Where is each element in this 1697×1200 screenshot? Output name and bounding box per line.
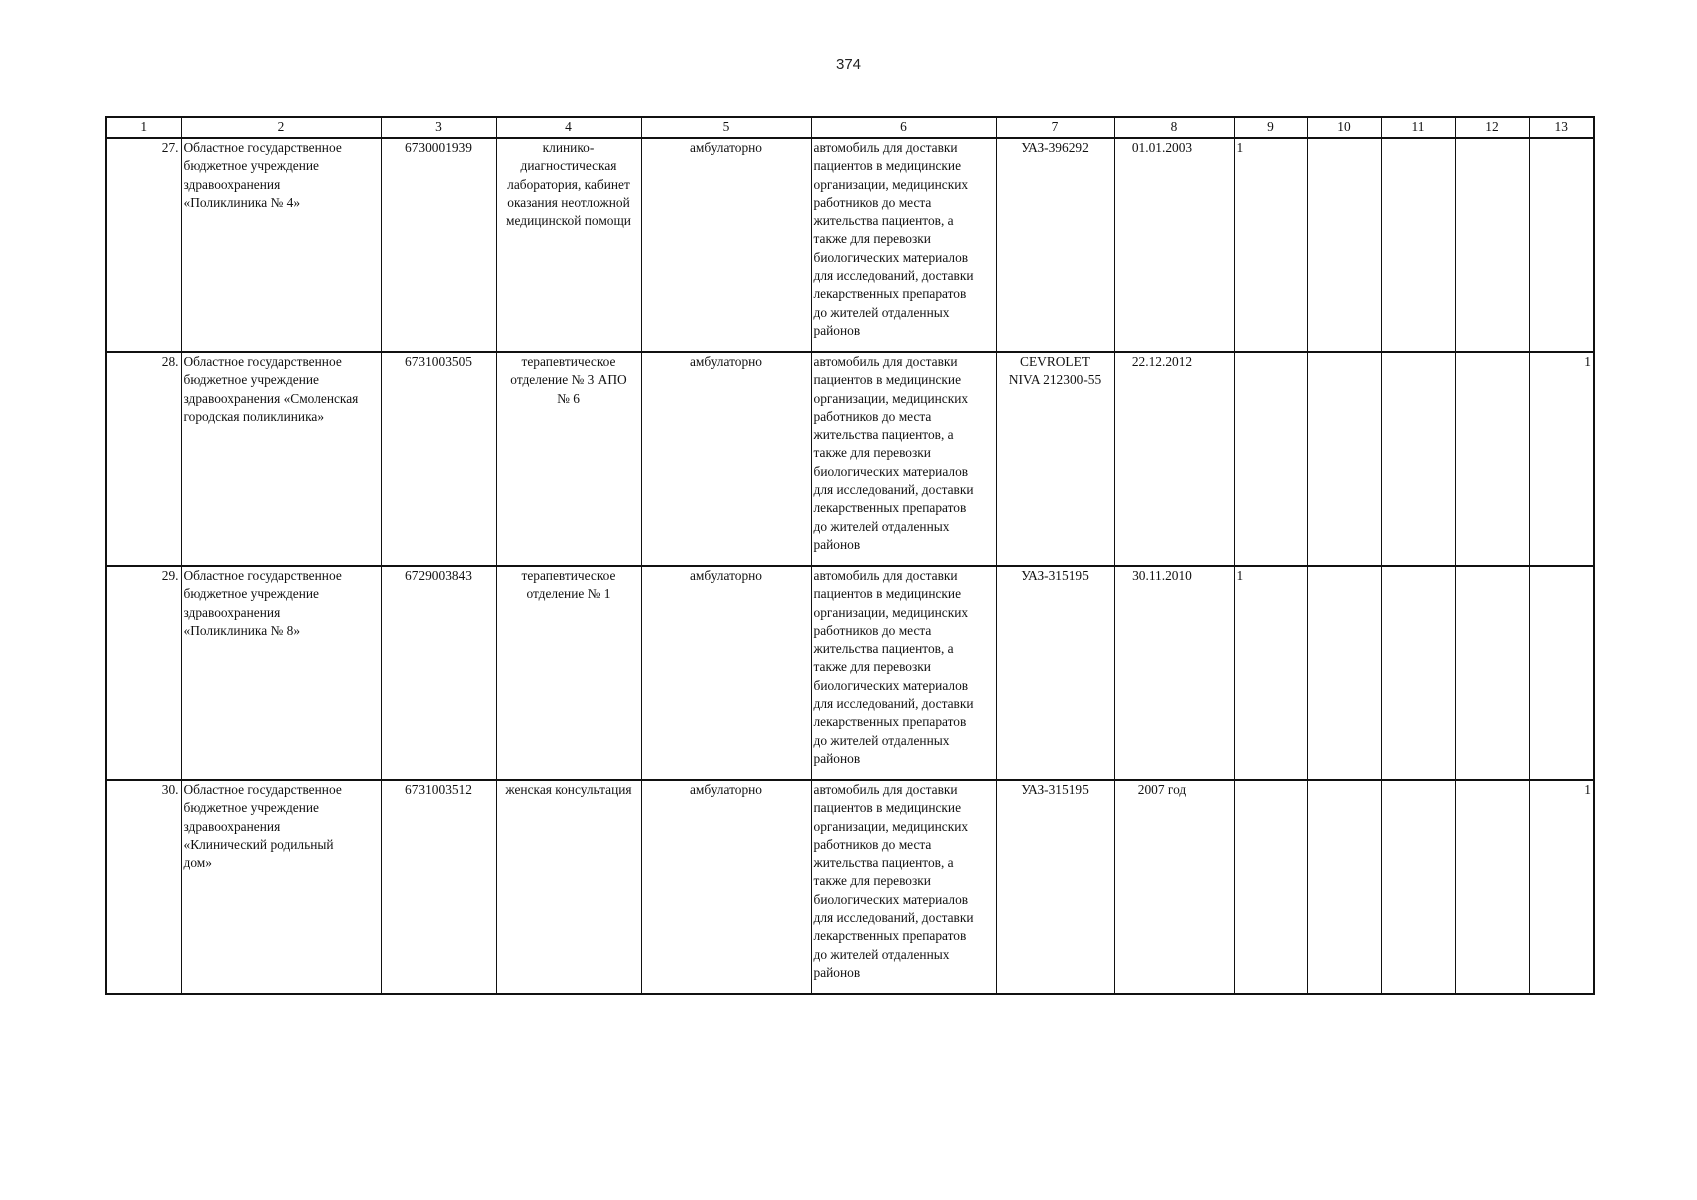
mode-cell xyxy=(641,138,811,352)
row-number-text: 27. xyxy=(161,140,179,155)
vehicle-date: 30.11.2010 xyxy=(1132,568,1192,583)
inn-cell xyxy=(381,566,496,780)
table-header-row xyxy=(106,117,1594,138)
column-header: 9 xyxy=(1234,117,1307,138)
inn-value: 6731003512 xyxy=(405,782,472,797)
vehicle-date: 01.01.2003 xyxy=(1131,140,1193,155)
organization-name: Областное государственное бюджетное учреждение здравоохранения «Смоленская городская поликлиника» xyxy=(183,354,359,424)
care-mode: амбулаторно xyxy=(689,140,763,155)
row-number xyxy=(106,138,181,352)
col9-cell xyxy=(1234,138,1307,352)
inn-value: 6729003843 xyxy=(405,568,472,583)
table-row xyxy=(106,352,1594,566)
date-cell xyxy=(1114,780,1234,994)
model-cell xyxy=(996,138,1114,352)
date-cell xyxy=(1114,138,1234,352)
col12-cell xyxy=(1455,352,1529,566)
purpose-cell xyxy=(811,352,996,566)
vehicle-model: CEVROLET NIVA 212300-55 xyxy=(1008,354,1102,388)
vehicle-model: УАЗ-315195 xyxy=(1021,568,1089,583)
row-number-text: 28. xyxy=(161,354,179,369)
col9-cell xyxy=(1234,780,1307,994)
unit-cell xyxy=(496,780,641,994)
date-cell xyxy=(1114,352,1234,566)
col12-cell xyxy=(1455,138,1529,352)
col13-value: 1 xyxy=(1584,782,1591,797)
col11-cell xyxy=(1381,138,1455,352)
col11-cell xyxy=(1381,352,1455,566)
col10-cell xyxy=(1307,352,1381,566)
row-number-text: 29. xyxy=(161,568,179,583)
unit-name: терапевтическое отделение № 1 xyxy=(521,568,616,602)
col10-cell xyxy=(1307,566,1381,780)
column-header: 4 xyxy=(496,117,641,138)
organization-name: Областное государственное бюджетное учреждение здравоохранения «Клинический родильный дом» xyxy=(183,782,342,871)
table-row xyxy=(106,780,1594,994)
organization-cell xyxy=(181,566,381,780)
vehicle-model: УАЗ-396292 xyxy=(1021,140,1089,155)
vehicle-date: 2007 год xyxy=(1137,782,1187,797)
column-header: 1 xyxy=(106,117,181,138)
organization-cell xyxy=(181,352,381,566)
column-header: 8 xyxy=(1114,117,1234,138)
col13-cell xyxy=(1529,780,1594,994)
purpose-cell xyxy=(811,138,996,352)
inn-cell xyxy=(381,352,496,566)
col11-cell xyxy=(1381,780,1455,994)
col12-cell xyxy=(1455,566,1529,780)
col13-cell xyxy=(1529,352,1594,566)
col11-cell xyxy=(1381,566,1455,780)
organization-name: Областное государственное бюджетное учреждение здравоохранения «Поликлиника № 8» xyxy=(183,568,342,638)
vehicle-purpose: автомобиль для доставки пациентов в медицинские организации, медицинских работников до места жительства пациентов, а также для перевозки биологических материалов для исследований, доставки лекарственных препаратов до жителей отдаленных районов xyxy=(813,140,974,338)
column-header: 11 xyxy=(1381,117,1455,138)
vehicle-purpose: автомобиль для доставки пациентов в медицинские организации, медицинских работников до места жительства пациентов, а также для перевозки биологических материалов для исследований, доставки лекарственных препаратов до жителей отдаленных районов xyxy=(813,782,974,980)
vehicle-table xyxy=(105,116,1595,995)
inn-cell xyxy=(381,138,496,352)
row-number-text: 30. xyxy=(161,782,179,797)
unit-name: женская консультация xyxy=(505,782,632,797)
row-number xyxy=(106,352,181,566)
col9-value: 1 xyxy=(1236,568,1244,583)
col12-cell xyxy=(1455,780,1529,994)
inn-value: 6730001939 xyxy=(405,140,472,155)
date-cell xyxy=(1114,566,1234,780)
unit-cell xyxy=(496,566,641,780)
purpose-cell xyxy=(811,780,996,994)
model-cell xyxy=(996,566,1114,780)
page-number: 374 xyxy=(835,56,862,73)
column-header: 6 xyxy=(811,117,996,138)
row-number xyxy=(106,780,181,994)
unit-cell xyxy=(496,352,641,566)
column-header: 2 xyxy=(181,117,381,138)
col9-cell xyxy=(1234,352,1307,566)
col13-value: 1 xyxy=(1584,354,1591,369)
table-row xyxy=(106,566,1594,780)
column-header: 7 xyxy=(996,117,1114,138)
column-header: 5 xyxy=(641,117,811,138)
col9-cell xyxy=(1234,566,1307,780)
column-header: 10 xyxy=(1307,117,1381,138)
vehicle-purpose: автомобиль для доставки пациентов в медицинские организации, медицинских работников до места жительства пациентов, а также для перевозки биологических материалов для исследований, доставки лекарственных препаратов до жителей отдаленных районов xyxy=(813,354,974,552)
col10-cell xyxy=(1307,138,1381,352)
col10-cell xyxy=(1307,780,1381,994)
inn-value: 6731003505 xyxy=(405,354,472,369)
table-row xyxy=(106,138,1594,352)
column-header: 12 xyxy=(1455,117,1529,138)
col13-cell xyxy=(1529,138,1594,352)
mode-cell xyxy=(641,780,811,994)
unit-name: клинико- диагностическая лаборатория, кабинет оказания неотложной медицинской помощи xyxy=(506,140,631,229)
row-number xyxy=(106,566,181,780)
vehicle-purpose: автомобиль для доставки пациентов в медицинские организации, медицинских работников до места жительства пациентов, а также для перевозки биологических материалов для исследований, доставки лекарственных препаратов до жителей отдаленных районов xyxy=(813,568,974,766)
model-cell xyxy=(996,780,1114,994)
column-header: 3 xyxy=(381,117,496,138)
col13-cell xyxy=(1529,566,1594,780)
care-mode: амбулаторно xyxy=(689,782,763,797)
col9-value: 1 xyxy=(1236,140,1244,155)
care-mode: амбулаторно xyxy=(689,568,763,583)
unit-cell xyxy=(496,138,641,352)
column-header: 13 xyxy=(1529,117,1594,138)
organization-cell xyxy=(181,138,381,352)
vehicle-model: УАЗ-315195 xyxy=(1021,782,1089,797)
mode-cell xyxy=(641,352,811,566)
vehicle-date: 22.12.2012 xyxy=(1131,354,1193,369)
organization-cell xyxy=(181,780,381,994)
mode-cell xyxy=(641,566,811,780)
model-cell xyxy=(996,352,1114,566)
care-mode: амбулаторно xyxy=(689,354,763,369)
unit-name: терапевтическое отделение № 3 АПО № 6 xyxy=(510,354,627,406)
inn-cell xyxy=(381,780,496,994)
purpose-cell xyxy=(811,566,996,780)
organization-name: Областное государственное бюджетное учреждение здравоохранения «Поликлиника № 4» xyxy=(183,140,342,210)
